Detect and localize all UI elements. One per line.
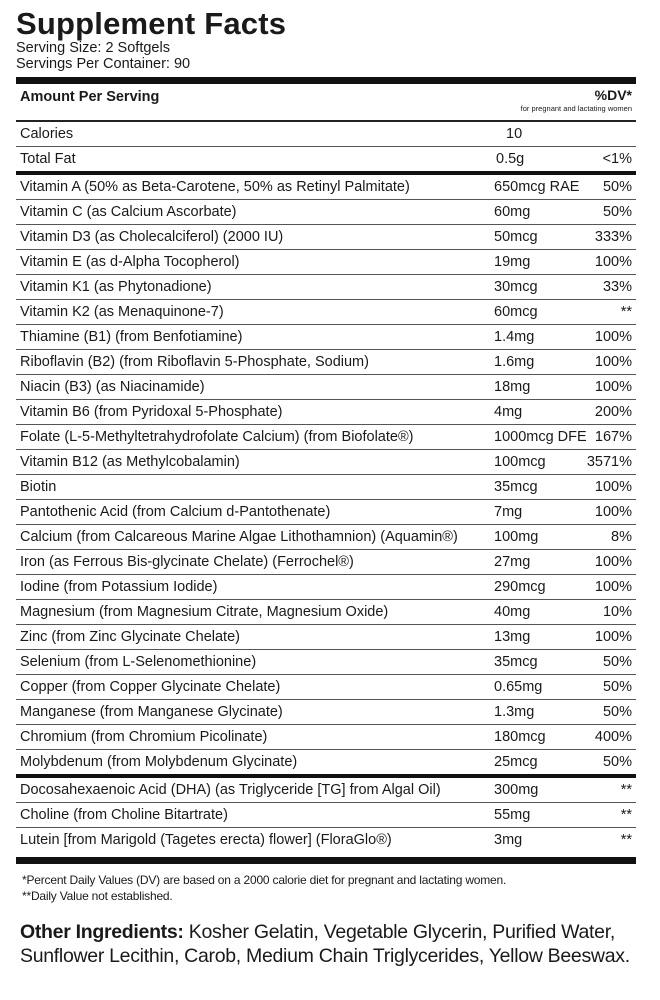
nutrient-name: Iodine (from Potassium Iodide) — [20, 579, 218, 595]
nutrient-dv: 50% — [602, 679, 632, 695]
nutrient-amount: 3mg — [494, 832, 523, 848]
nutrient-name: Vitamin D3 (as Cholecalciferol) (2000 IU) — [20, 229, 284, 245]
nutrient-amount: 50mcg — [494, 229, 538, 245]
dv-sublabel: for pregnant and lactating women — [520, 104, 632, 113]
nutrient-dv: 100% — [594, 579, 632, 595]
nutrient-dv: 400% — [594, 729, 632, 745]
nutrient-name: Iron (as Ferrous Bis-glycinate Chelate) (Ferrochel®) — [20, 554, 354, 570]
nutrient-dv: 100% — [594, 554, 632, 570]
nutrient-amount: 25mcg — [494, 754, 538, 770]
nutrient-dv: 100% — [594, 629, 632, 645]
nutrient-name: Chromium (from Chromium Picolinate) — [20, 729, 268, 745]
nutrient-name: Vitamin E (as d-Alpha Tocopherol) — [20, 254, 240, 270]
nutrient-row — [16, 147, 636, 171]
nutrient-name: Vitamin A (50% as Beta-Carotene, 50% as Retinyl Palmitate) — [20, 179, 410, 195]
nutrient-amount: 100mg — [494, 529, 539, 545]
nutrient-amount: 650mcg RAE — [494, 179, 580, 195]
nutrient-amount: 60mcg — [494, 304, 538, 320]
nutrient-dv: 167% — [594, 429, 632, 445]
nutrient-amount: 27mg — [494, 554, 531, 570]
nutrient-row — [16, 675, 636, 700]
nutrient-rows — [16, 175, 636, 774]
panel-title: Supplement Facts — [16, 6, 287, 41]
nutrient-dv: 100% — [594, 504, 632, 520]
nutrient-name: Manganese (from Manganese Glycinate) — [20, 704, 283, 720]
nutrient-name: Copper (from Copper Glycinate Chelate) — [20, 679, 281, 695]
nutrient-amount: 0.5g — [496, 151, 525, 167]
nutrient-amount: 4mg — [494, 404, 523, 420]
nutrient-row — [16, 350, 636, 375]
nutrient-amount: 40mg — [494, 604, 531, 620]
nutrient-dv: 33% — [602, 279, 632, 295]
nutrient-amount: 55mg — [494, 807, 531, 823]
nutrient-dv: 10% — [602, 604, 632, 620]
nutrient-amount: 100mcg — [494, 454, 546, 470]
nutrient-name: Vitamin C (as Calcium Ascorbate) — [20, 204, 237, 220]
nutrient-amount: 30mcg — [494, 279, 538, 295]
nutrient-name: Folate (L-5-Methyltetrahydrofolate Calcium) (from Biofolate®) — [20, 429, 414, 445]
nutrient-row — [16, 250, 636, 275]
other-ingredients-label: Other Ingredients: — [20, 921, 184, 943]
nutrient-row — [16, 778, 636, 803]
nutrient-row — [16, 200, 636, 225]
nutrient-amount: 19mg — [494, 254, 531, 270]
serving-size: Serving Size: 2 Softgels — [16, 40, 170, 56]
footnotes — [16, 864, 636, 904]
nutrient-row — [16, 475, 636, 500]
nutrient-row — [16, 750, 636, 774]
nutrient-name: Calcium (from Calcareous Marine Algae Lithothamnion) (Aquamin®) — [20, 529, 458, 545]
nutrient-name: Selenium (from L-Selenomethionine) — [20, 654, 257, 670]
nutrient-name: Molybdenum (from Molybdenum Glycinate) — [20, 754, 298, 770]
nutrient-amount: 180mcg — [494, 729, 546, 745]
nutrient-row — [16, 325, 636, 350]
nutrient-dv: 8% — [611, 529, 632, 545]
nutrient-name: Niacin (B3) (as Niacinamide) — [20, 379, 205, 395]
nutrient-row — [16, 650, 636, 675]
nutrient-amount: 1.3mg — [494, 704, 535, 720]
nutrient-row — [16, 575, 636, 600]
nutrient-row — [16, 122, 636, 147]
footnote-no-dv: **Daily Value not established. — [22, 889, 173, 903]
nutrient-dv: 50% — [602, 179, 632, 195]
nutrient-row — [16, 375, 636, 400]
nutrient-name: Vitamin B6 (from Pyridoxal 5-Phosphate) — [20, 404, 283, 420]
nutrient-dv: 333% — [594, 229, 632, 245]
dv-label: %DV* — [594, 87, 632, 103]
thick-divider — [16, 77, 636, 84]
nutrient-dv: ** — [620, 807, 632, 823]
nutrient-amount: 13mg — [494, 629, 531, 645]
nutrient-dv: 50% — [602, 204, 632, 220]
nutrient-name: Thiamine (B1) (from Benfotiamine) — [20, 329, 243, 345]
nutrient-amount: 35mcg — [494, 479, 538, 495]
nutrient-row — [16, 175, 636, 200]
nutrient-row — [16, 300, 636, 325]
nutrient-row — [16, 725, 636, 750]
nutrient-dv: 50% — [602, 654, 632, 670]
nutrient-row — [16, 625, 636, 650]
nutrient-amount: 290mcg — [494, 579, 546, 595]
nutrient-dv: <1% — [602, 151, 632, 167]
nutrient-name: Biotin — [20, 479, 57, 495]
footnote-dv: *Percent Daily Values (DV) are based on a 2000 calorie diet for pregnant and lactating women. — [22, 873, 507, 887]
nutrient-amount: 0.65mg — [494, 679, 543, 695]
nutrient-amount: 60mg — [494, 204, 531, 220]
nutrient-name: Choline (from Choline Bitartrate) — [20, 807, 228, 823]
nutrient-amount: 1000mcg DFE — [494, 429, 587, 445]
nutrient-name: Docosahexaenoic Acid (DHA) (as Triglyceride [TG] from Algal Oil) — [20, 782, 441, 798]
nutrient-dv: 100% — [594, 379, 632, 395]
nutrient-name: Vitamin K2 (as Menaquinone-7) — [20, 304, 224, 320]
nutrient-amount: 1.4mg — [494, 329, 535, 345]
nutrient-amount: 18mg — [494, 379, 531, 395]
nutrient-amount: 10 — [506, 126, 523, 142]
column-header — [16, 84, 636, 120]
nutrient-amount: 300mg — [494, 782, 539, 798]
nutrient-amount: 35mcg — [494, 654, 538, 670]
other-ingredients — [20, 920, 650, 968]
other-ingredients-text: Kosher Gelatin, Vegetable Glycerin, Purified Water, Sunflower Lecithin, Carob, Medium Chain Triglycerides, Yellow Beeswax. — [20, 921, 630, 967]
nutrient-row — [16, 400, 636, 425]
nutrient-row — [16, 425, 636, 450]
nutrient-name: Riboflavin (B2) (from Riboflavin 5-Phosphate, Sodium) — [20, 354, 369, 370]
nutrient-name: Vitamin B12 (as Methylcobalamin) — [20, 454, 240, 470]
nutrient-dv: 100% — [594, 329, 632, 345]
nutrient-dv: 200% — [594, 404, 632, 420]
nutrient-name: Calories — [20, 126, 74, 142]
nutrient-dv: 50% — [602, 754, 632, 770]
nutrient-row — [16, 450, 636, 475]
nutrient-dv: ** — [620, 832, 632, 848]
nutrient-dv: ** — [620, 304, 632, 320]
top-rows — [16, 122, 636, 171]
nutrient-dv: 100% — [594, 479, 632, 495]
nutrient-row — [16, 700, 636, 725]
nutrient-amount: 1.6mg — [494, 354, 535, 370]
servings-per-container: Servings Per Container: 90 — [16, 56, 191, 72]
nutrient-row — [16, 828, 636, 852]
nutrient-row — [16, 225, 636, 250]
nutrient-name: Vitamin K1 (as Phytonadione) — [20, 279, 212, 295]
nutrient-name: Total Fat — [20, 151, 76, 167]
bottom-divider — [16, 857, 636, 864]
amount-per-serving-label: Amount Per Serving — [20, 89, 160, 105]
nutrient-row — [16, 600, 636, 625]
nutrient-dv: 3571% — [586, 454, 632, 470]
nutrient-dv: ** — [620, 782, 632, 798]
nutrient-row — [16, 550, 636, 575]
nutrient-row — [16, 803, 636, 828]
nutrient-name: Magnesium (from Magnesium Citrate, Magnesium Oxide) — [20, 604, 389, 620]
nutrient-name: Pantothenic Acid (from Calcium d-Pantothenate) — [20, 504, 331, 520]
nutrient-dv: 100% — [594, 354, 632, 370]
nutrient-row — [16, 275, 636, 300]
supplement-facts-panel — [16, 8, 636, 904]
nutrient-row — [16, 525, 636, 550]
nutrient-dv: 50% — [602, 704, 632, 720]
nutrient-name: Zinc (from Zinc Glycinate Chelate) — [20, 629, 240, 645]
nutrient-name: Lutein [from Marigold (Tagetes erecta) flower] (FloraGlo®) — [20, 832, 392, 848]
nutrient-dv: 100% — [594, 254, 632, 270]
nutrient-row — [16, 500, 636, 525]
nutrient-amount: 7mg — [494, 504, 523, 520]
other-nutrient-rows — [16, 778, 636, 852]
